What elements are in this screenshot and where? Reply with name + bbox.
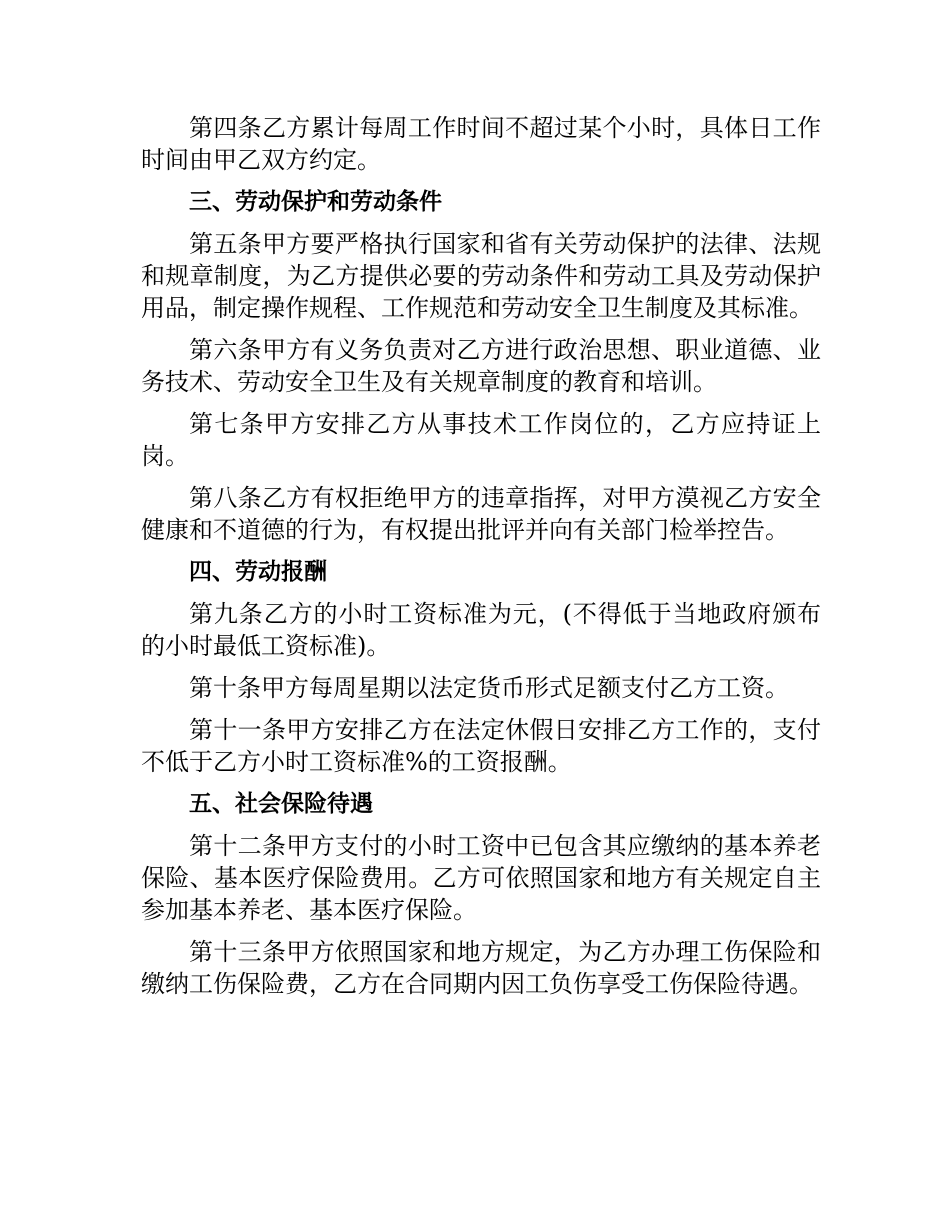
article-12-paragraph: 第十二条甲方支付的小时工资中已包含其应缴纳的基本养老保险、基本医疗保险费用。乙方可依照国家和地方有关规定自主参加基本养老、基本医疗保险。 (141, 832, 821, 924)
section-heading-remuneration: 四、劳动报酬 (189, 559, 327, 585)
article-8-paragraph: 第八条乙方有权拒绝甲方的违章指挥，对甲方漠视乙方安全健康和不道德的行为，有权提出批评并向有关部门检举控告。 (141, 484, 821, 544)
article-10-paragraph: 第十条甲方每周星期以法定货币形式足额支付乙方工资。 (189, 674, 789, 702)
article-11-paragraph: 第十一条甲方安排乙方在法定休假日安排乙方工作的，支付不低于乙方小时工资标准%的工资报酬。 (141, 716, 821, 776)
section-heading-social-insurance: 五、社会保险待遇 (189, 791, 373, 817)
article-13-paragraph: 第十三条甲方依照国家和地方规定，为乙方办理工伤保险和缴纳工伤保险费，乙方在合同期内因工负伤享受工伤保险待遇。 (141, 938, 821, 998)
article-4-paragraph: 第四条乙方累计每周工作时间不超过某个小时，具体日工作时间由甲乙双方约定。 (141, 114, 821, 174)
article-5-paragraph: 第五条甲方要严格执行国家和省有关劳动保护的法律、法规和规章制度，为乙方提供必要的劳动条件和劳动工具及劳动保护用品，制定操作规程、工作规范和劳动安全卫生制度及其标准。 (141, 230, 821, 322)
article-6-paragraph: 第六条甲方有义务负责对乙方进行政治思想、职业道德、业务技术、劳动安全卫生及有关规章制度的教育和培训。 (141, 336, 821, 396)
document-body (141, 112, 821, 1010)
article-9-paragraph: 第九条乙方的小时工资标准为元，(不得低于当地政府颁布的小时最低工资标准)。 (141, 600, 821, 660)
section-heading-labor-protection: 三、劳动保护和劳动条件 (189, 189, 442, 215)
article-7-paragraph: 第七条甲方安排乙方从事技术工作岗位的，乙方应持证上岗。 (141, 410, 821, 470)
